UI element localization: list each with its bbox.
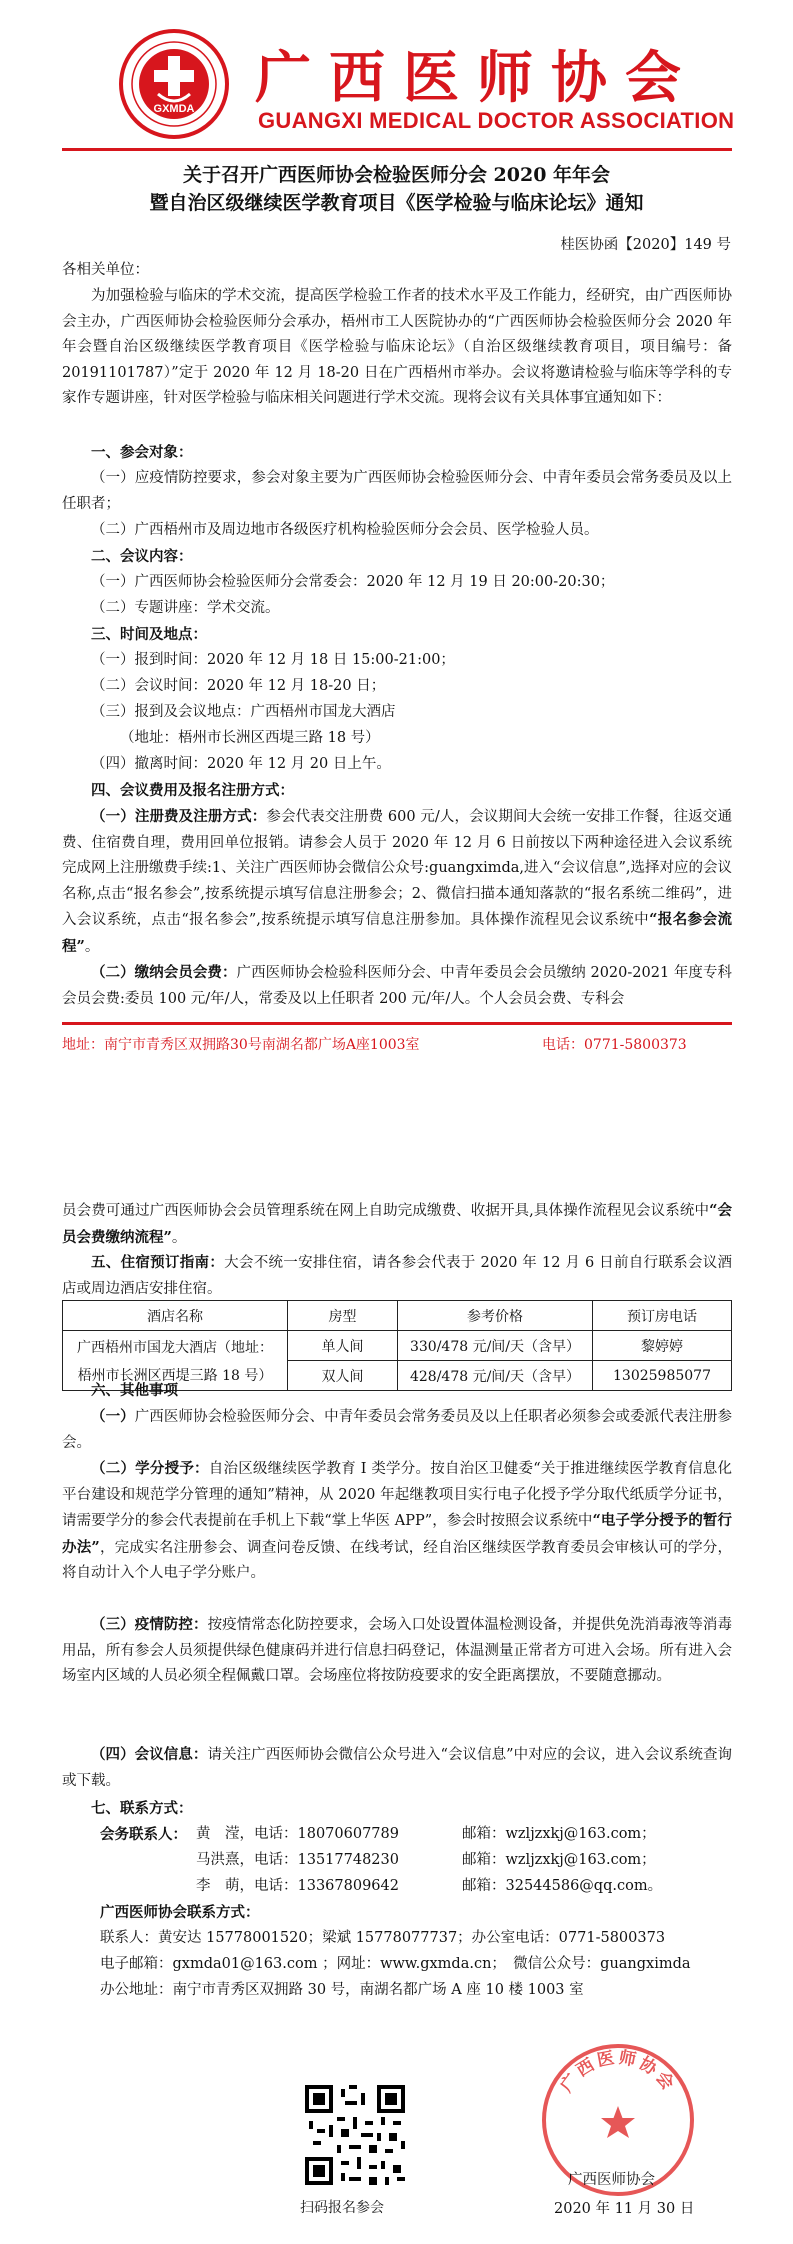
sec3-item3: （三）报到及会议地点：广西梧州市国龙大酒店 (91, 704, 396, 720)
assoc-contact: 联系人：黄安达 15778001520；梁斌 15778077737；办公室电话：0771-5800373 (100, 1930, 666, 1946)
sec2-item1: （一）广西医师协会检验医师分会常委会：2020 年 12 月 19 日 20:00-20:30； (91, 574, 615, 590)
sec1-heading: 一、参会对象： (91, 444, 193, 461)
org-name-cn: 广西医师协会 (255, 45, 699, 111)
registration-qr-code[interactable] (305, 2085, 405, 2185)
sec3-item4: （四）撤离时间：2020 年 12 月 20 日上午。 (91, 756, 391, 772)
contact-3-email: 邮箱：32544586@qq.com。 (462, 1878, 663, 1894)
sec6-para1 (62, 1404, 732, 1456)
contact-name-cell: 黎婷婷 (593, 1331, 732, 1361)
room-price-cell: 428/478 元/间/天（含早） (398, 1361, 593, 1391)
sec4-para1 (62, 804, 732, 960)
sec6-para4-body: 请关注广西医师协会微信公众号进入“会议信息”中对应的会议，进入会议系统查询或下载。 (62, 1747, 733, 1789)
seal-text: 广西医师协会 (556, 2047, 680, 2097)
sec6-para3-lead: （三）疫情防控： (91, 1616, 208, 1633)
sec6-para3 (62, 1612, 732, 1690)
table-header: 房型 (288, 1301, 398, 1331)
sec4-para1-lead: （一）注册费及注册方式： (91, 808, 267, 825)
sec2-heading: 二、会议内容： (91, 548, 193, 565)
sec4-para1-tail: “报名参会流程” (62, 911, 732, 955)
sec5-paragraph (62, 1250, 732, 1302)
sec3-item2: （二）会议时间：2020 年 12 月 18-20 日； (91, 678, 386, 694)
contact-2-email: 邮箱：wzljzxkj@163.com； (462, 1852, 656, 1868)
room-type-cell: 双人间 (288, 1361, 398, 1391)
sec4-para2-body: 广西医师协会检验科医师分会、中青年委员会会员缴纳 2020-2021 年度专科会员会费:委员 100 元/年/人，常委及以上任职者 200 元/年/人。个人会员会费、专科会 (62, 965, 733, 1007)
page2-cont-bold: “会员会费缴纳流程” (62, 1202, 733, 1246)
contact-1-email: 邮箱：wzljzxkj@163.com； (462, 1826, 656, 1842)
contact-1-name: 黄 滢，电话：18070607789 (196, 1826, 399, 1842)
sec3-item3-address: （地址：梧州市长洲区西堤三路 18 号） (120, 730, 380, 746)
sec6-para4-lead: （四）会议信息： (91, 1746, 208, 1763)
room-type-cell: 单人间 (288, 1331, 398, 1361)
footer-divider (62, 1022, 732, 1025)
sec6-para2-bold: “电子学分授予的暂行办法” (62, 1512, 733, 1556)
sec4-para2-lead: （二）缴纳会员会费： (91, 964, 237, 981)
sec6-para2 (62, 1456, 732, 1587)
assoc-contact-heading: 广西医师协会联系方式： (100, 1904, 260, 1921)
signature-org: 广西医师协会 (568, 2172, 655, 2188)
sec4-para2 (62, 960, 732, 1012)
sec4-para1-end: 。 (84, 938, 100, 955)
doc-title-line1: 关于召开广西医师协会检验医师分会 2020 年年会 (182, 164, 611, 186)
table-header: 预订房电话 (593, 1301, 732, 1331)
intro-paragraph: 为加强检验与临床的学术交流，提高医学检验工作者的技术水平及工作能力，经研究，由广西医师协会主办，广西医师协会检验医师分会承办，梧州市工人医院协办的“广西医师协会检验医师分会 2020 年年会暨自治区级继续医学教育项目《医学检验与临床论坛》（自治区级继续教育项目，项目编号：备 20191101787）”定于 2020 年 12 月 18-20 日在广西梧州市举办。会议将邀请检验与临床等学科的专家作专题讲座，针对医学检验与临床相关问题进行学术交流。现将会议有关具体事宜通知如下： (62, 288, 732, 406)
page2-cont-text: 员会费可通过广西医师协会会员管理系统在网上自助完成缴费、收据开具,具体操作流程见会议系统中 (62, 1203, 710, 1219)
salutation: 各相关单位： (62, 262, 149, 278)
sec3-item1: （一）报到时间：2020 年 12 月 18 日 15:00-21:00； (91, 652, 455, 668)
sec1-item2: （二）广西梧州市及周边地市各级医疗机构检验医师分会会员、医学检验人员。 (91, 522, 599, 538)
org-name-en: GUANGXI MEDICAL DOCTOR ASSOCIATION (258, 108, 735, 133)
header-divider (62, 148, 732, 151)
sec6-heading: 六、其他事项 (91, 1382, 178, 1399)
sec6-para2-lead: （二）学分授予： (91, 1460, 209, 1477)
doc-title-line2: 暨自治区级继续医学教育项目《医学检验与临床论坛》通知 (149, 192, 644, 214)
sec6-para1-body: 广西医师协会检验医师分会、中青年委员会常务委员及以上任职者必须参会或委派代表注册参会。 (62, 1409, 733, 1451)
sec2-item2: （二）专题讲座：学术交流。 (91, 600, 280, 616)
contact-phone-cell: 13025985077 (593, 1361, 732, 1391)
doc-number: 桂医协函【2020】149 号 (560, 237, 731, 253)
table-header: 参考价格 (398, 1301, 593, 1331)
footer-phone: 电话：0771-5800373 (542, 1037, 687, 1053)
association-logo (118, 28, 230, 140)
table-header-row (63, 1301, 732, 1331)
svg-text:广西医师协会 (556, 2047, 680, 2096)
sec6-para2-end: ，完成实名注册参会、调查问卷反馈、在线考试，经自治区继续医学教育委员会审核认可的学分，将自动计入个人电子学分账户。 (62, 1539, 732, 1581)
contact-2-name: 马洪熹，电话：13517748230 (196, 1852, 399, 1868)
contact-3-name: 李 萌，电话：13367809642 (196, 1878, 399, 1894)
conf-contact-label: 会务联系人： (100, 1826, 187, 1843)
sec4-para1-body: 参会代表交注册费 600 元/人，会议期间大会统一安排工作餐，往返交通费、住宿费自理，费用回单位报销。请参会人员于 2020 年 12 月 6 日前按以下两种途径进入会议系统完成网上注册缴费手续:1、关注广西医师协会微信公众号:guangximda,进入“会议信息”,选择对应的会议名称,点击“报名参会”,按系统提示填写信息注册参会；2、微信扫描本通知落款的“报名系统二维码”，进入会议系统，点击“报名参会”,按系统提示填写信息注册参加。具体操作流程见会议系统中 (62, 809, 733, 928)
sec4-heading: 四、会议费用及报名注册方式： (91, 782, 294, 799)
room-price-cell: 330/478 元/间/天（含早） (398, 1331, 593, 1361)
sec6-para2-body: 自治区级继续医学教育 I 类学分。按自治区卫健委“关于推进继续医学教育信息化平台建设和规范学分管理的通知”精神，从 2020 年起继教项目实行电子化授予学分取代纸质学分证书，请需要学分的参会代表提前在手机上下载“掌上华医 APP”，参会时按照会议系统中 (62, 1461, 733, 1529)
sec5-body: 大会不统一安排住宿，请各参会代表于 2020 年 12 月 6 日前自行联系会议酒店或周边酒店安排住宿。 (62, 1255, 733, 1297)
sec5-heading: 五、住宿预订指南： (91, 1254, 225, 1271)
sec7-heading: 七、联系方式： (91, 1800, 193, 1817)
assoc-address: 办公地址：南宁市青秀区双拥路 30 号，南湖名都广场 A 座 10 楼 1003 室 (100, 1982, 584, 1998)
sec6-para3-body: 按疫情常态化防控要求，会场入口处设置体温检测设备，并提供免洗消毒液等消毒用品，所有参会人员须提供绿色健康码并进行信息扫码登记，体温测量正常者方可进入会场。所有进入会场室内区域的人员必须全程佩戴口罩。会场座位将按防疫要求的安全距离摆放，不要随意挪动。 (62, 1617, 733, 1684)
sec6-para1-lead: （一） (91, 1408, 135, 1425)
sec1-item1: （一）应疫情防控要求，参会对象主要为广西医师协会检验医师分会、中青年委员会常务委员及以上任职者； (62, 470, 732, 512)
table-header: 酒店名称 (63, 1301, 288, 1331)
logo-text: GXMDA (153, 103, 195, 115)
assoc-email: 电子邮箱：gxmda01@163.com ；网址：www.gxmda.cn； 微信公众号：guangximda (100, 1956, 691, 1972)
page2-continuation (62, 1198, 732, 1251)
footer-address: 地址：南宁市青秀区双拥路30号南湖名都广场A座1003室 (62, 1037, 420, 1053)
sec3-heading: 三、时间及地点： (91, 626, 207, 643)
hotel-name-line2: 梧州市长洲区西堤三路 18 号） (77, 1367, 273, 1384)
page2-cont-end: 。 (171, 1229, 187, 1246)
sec6-para4 (62, 1742, 732, 1794)
qr-caption: 扫码报名参会 (300, 2200, 384, 2216)
hotel-name-line1: 广西梧州市国龙大酒店（地址： (77, 1339, 273, 1356)
table-row (63, 1331, 732, 1361)
signature-date: 2020 年 11 月 30 日 (554, 2201, 695, 2217)
